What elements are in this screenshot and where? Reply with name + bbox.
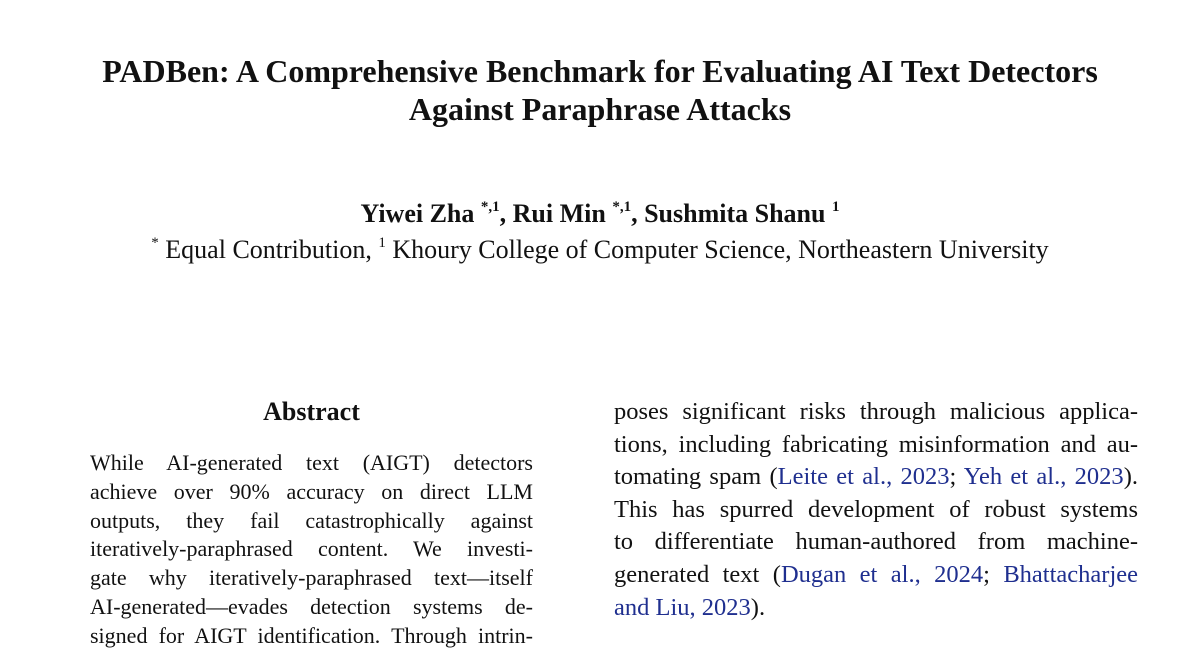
- body-line: and Liu, 2023).: [614, 593, 766, 621]
- abstract-line: achieve over 90% accuracy on direct LLM: [90, 478, 533, 504]
- author-affiliation-mark: *,1: [612, 199, 632, 215]
- affiliation-institution: Khoury College of Computer Science, Northeastern University: [392, 235, 1049, 264]
- abstract-line: signed for AIGT identification. Through intrin-: [90, 622, 533, 648]
- citation-link-dugan[interactable]: Dugan et al., 2024: [780, 560, 984, 588]
- abstract-line: iteratively-paraphrased content. We investi-: [90, 536, 533, 562]
- paper-title: [0, 52, 1200, 128]
- author-list: Yiwei Zha $^{*,1}$, Rui Min $^{*,1}$, Sushmita Shanu $^1$: [360, 199, 840, 228]
- author-name: Yiwei Zha: [360, 199, 475, 228]
- body-line: This has spurred development of robust systems: [614, 495, 1138, 523]
- abstract-heading: Abstract: [263, 397, 360, 426]
- introduction-text: [614, 396, 1138, 624]
- body-line: tions, including fabricating misinformation and au-: [614, 430, 1138, 458]
- body-line: generated text (Dugan et al., 2024; Bhattacharjee: [614, 560, 1138, 588]
- equal-contribution-note: Equal Contribution,: [165, 235, 372, 264]
- body-line: to differentiate human-authored from machine-: [614, 528, 1138, 556]
- abstract-body: [90, 449, 533, 651]
- abstract-line: While AI-generated text (AIGT) detectors: [90, 450, 533, 475]
- affiliations: [0, 234, 1200, 266]
- abstract-line: outputs, they fail catastrophically against: [90, 507, 533, 533]
- author-name: Rui Min: [512, 199, 606, 228]
- citation-link-bhattacharjee-cont[interactable]: and Liu, 2023: [614, 593, 751, 621]
- body-line: tomating spam (Leite et al., 2023; Yeh et al., 2023).: [614, 463, 1138, 491]
- title-line-2: Against Paraphrase Attacks: [408, 91, 792, 127]
- author-name: Sushmita Shanu: [644, 199, 826, 228]
- author-affiliation-mark: 1: [831, 199, 840, 215]
- citation-link-leite[interactable]: Leite et al., 2023: [777, 463, 950, 491]
- abstract-line: gate why iteratively-paraphrased text—itself: [90, 565, 533, 591]
- body-line: poses significant risks through malicious applica-: [614, 398, 1138, 425]
- citation-link-yeh[interactable]: Yeh et al., 2023: [963, 463, 1124, 491]
- equal-contribution-mark: *: [151, 235, 159, 251]
- affiliation-mark: 1: [378, 235, 386, 251]
- author-affiliation-mark: *,1: [480, 199, 500, 215]
- title-line-1: PADBen: A Comprehensive Benchmark for Evaluating AI Text Detectors: [102, 53, 1098, 89]
- abstract-line: AI-generated—evades detection systems de-: [90, 593, 533, 619]
- citation-link-bhattacharjee[interactable]: Bhattacharjee: [1003, 560, 1138, 588]
